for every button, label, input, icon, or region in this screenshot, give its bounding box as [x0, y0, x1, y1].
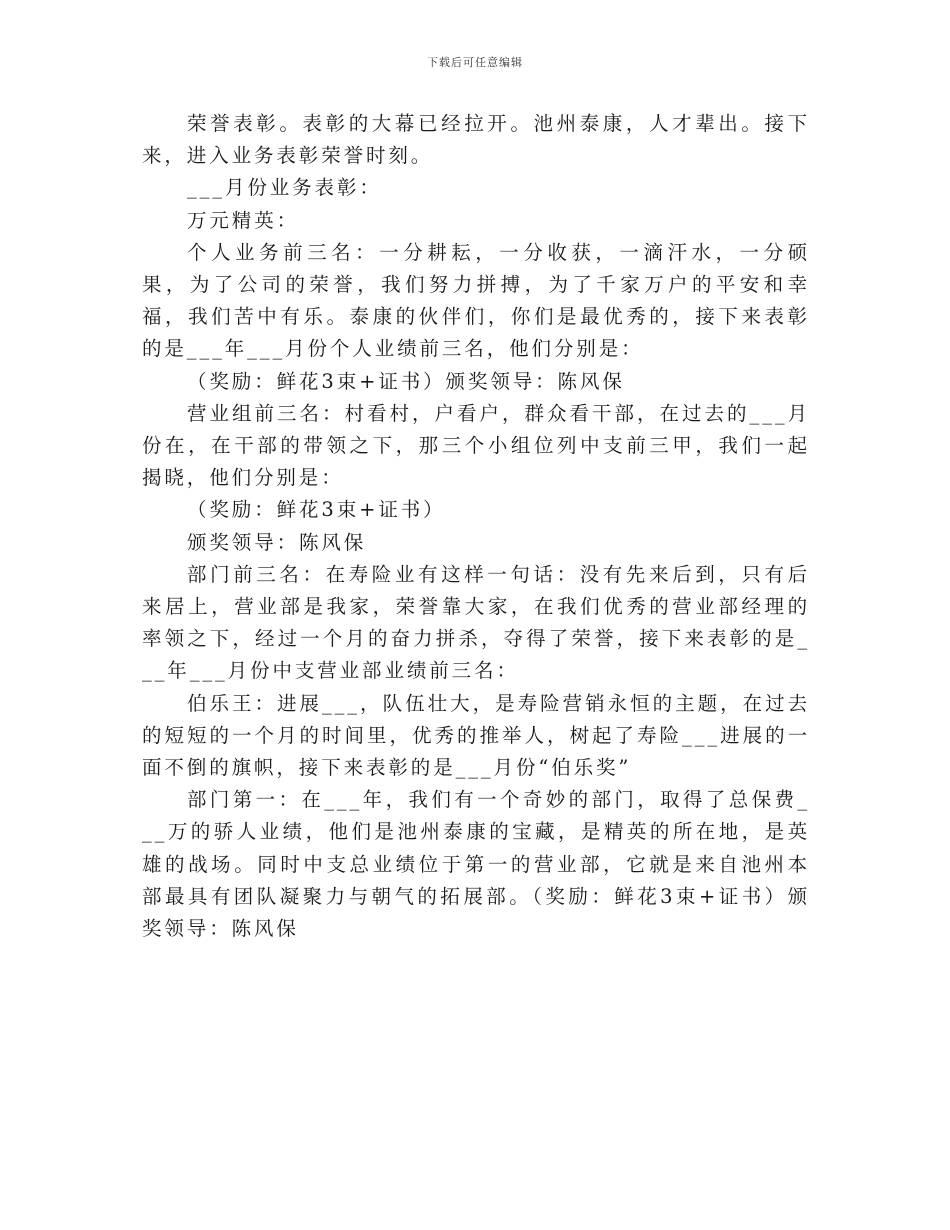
paragraph-elite-heading: 万元精英：: [187, 208, 300, 232]
paragraph-department-top3: 部门前三名：在寿险业有这样一句话：没有先来后到，只有后来居上，营业部是我家，荣誉靠大家，在我们优秀的营业部经理的率领之下，经过一个月的奋力拼杀，夺得了荣誉，接下来表彰的是___年___月份中支营业部业绩前三名：: [142, 562, 810, 683]
paragraph-monthly-heading: ___月份业务表彰：: [187, 176, 382, 200]
paragraph-award-individual: （奖励：鲜花3束+证书）颁奖领导：陈风保: [187, 369, 625, 393]
document-body: [142, 108, 810, 945]
page-header: 下载后可任意编辑: [427, 56, 523, 69]
paragraph-award-group: （奖励：鲜花3束+证书）: [187, 498, 446, 522]
paragraph-department-first: 部门第一：在___年，我们有一个奇妙的部门，取得了总保费___万的骄人业绩，他们是池州泰康的宝藏，是精英的所在地，是英雄的战场。同时中支总业绩位于第一的营业部，它就是来自池州本部最具有团队凝聚力与朝气的拓展部。（奖励：鲜花3束+证书）颁奖领导：陈风保: [142, 788, 810, 941]
paragraph-presenter-group: 颁奖领导：陈风保: [187, 530, 367, 554]
paragraph-individual-top3: 个人业务前三名：一分耕耘，一分收获，一滴汗水，一分硕果，为了公司的荣誉，我们努力拼搏，为了千家万户的平安和幸福，我们苦中有乐。泰康的伙伴们，你们是最优秀的，接下来表彰的是___年___月份个人业绩前三名，他们分别是：: [142, 240, 810, 361]
paragraph-group-top3: 营业组前三名：村看村，户看户，群众看干部，在过去的___月份在，在干部的带领之下，那三个小组位列中支前三甲，我们一起揭晓，他们分别是：: [142, 401, 810, 490]
paragraph-bole-king: 伯乐王：进展___，队伍壮大，是寿险营销永恒的主题，在过去的短短的一个月的时间里，优秀的推举人，树起了寿险___进展的一面不倒的旗帜，接下来表彰的是___月份“伯乐奖”: [142, 691, 810, 780]
paragraph-intro: 荣誉表彰。表彰的大幕已经拉开。池州泰康，人才辈出。接下来，进入业务表彰荣誉时刻。: [142, 112, 810, 168]
